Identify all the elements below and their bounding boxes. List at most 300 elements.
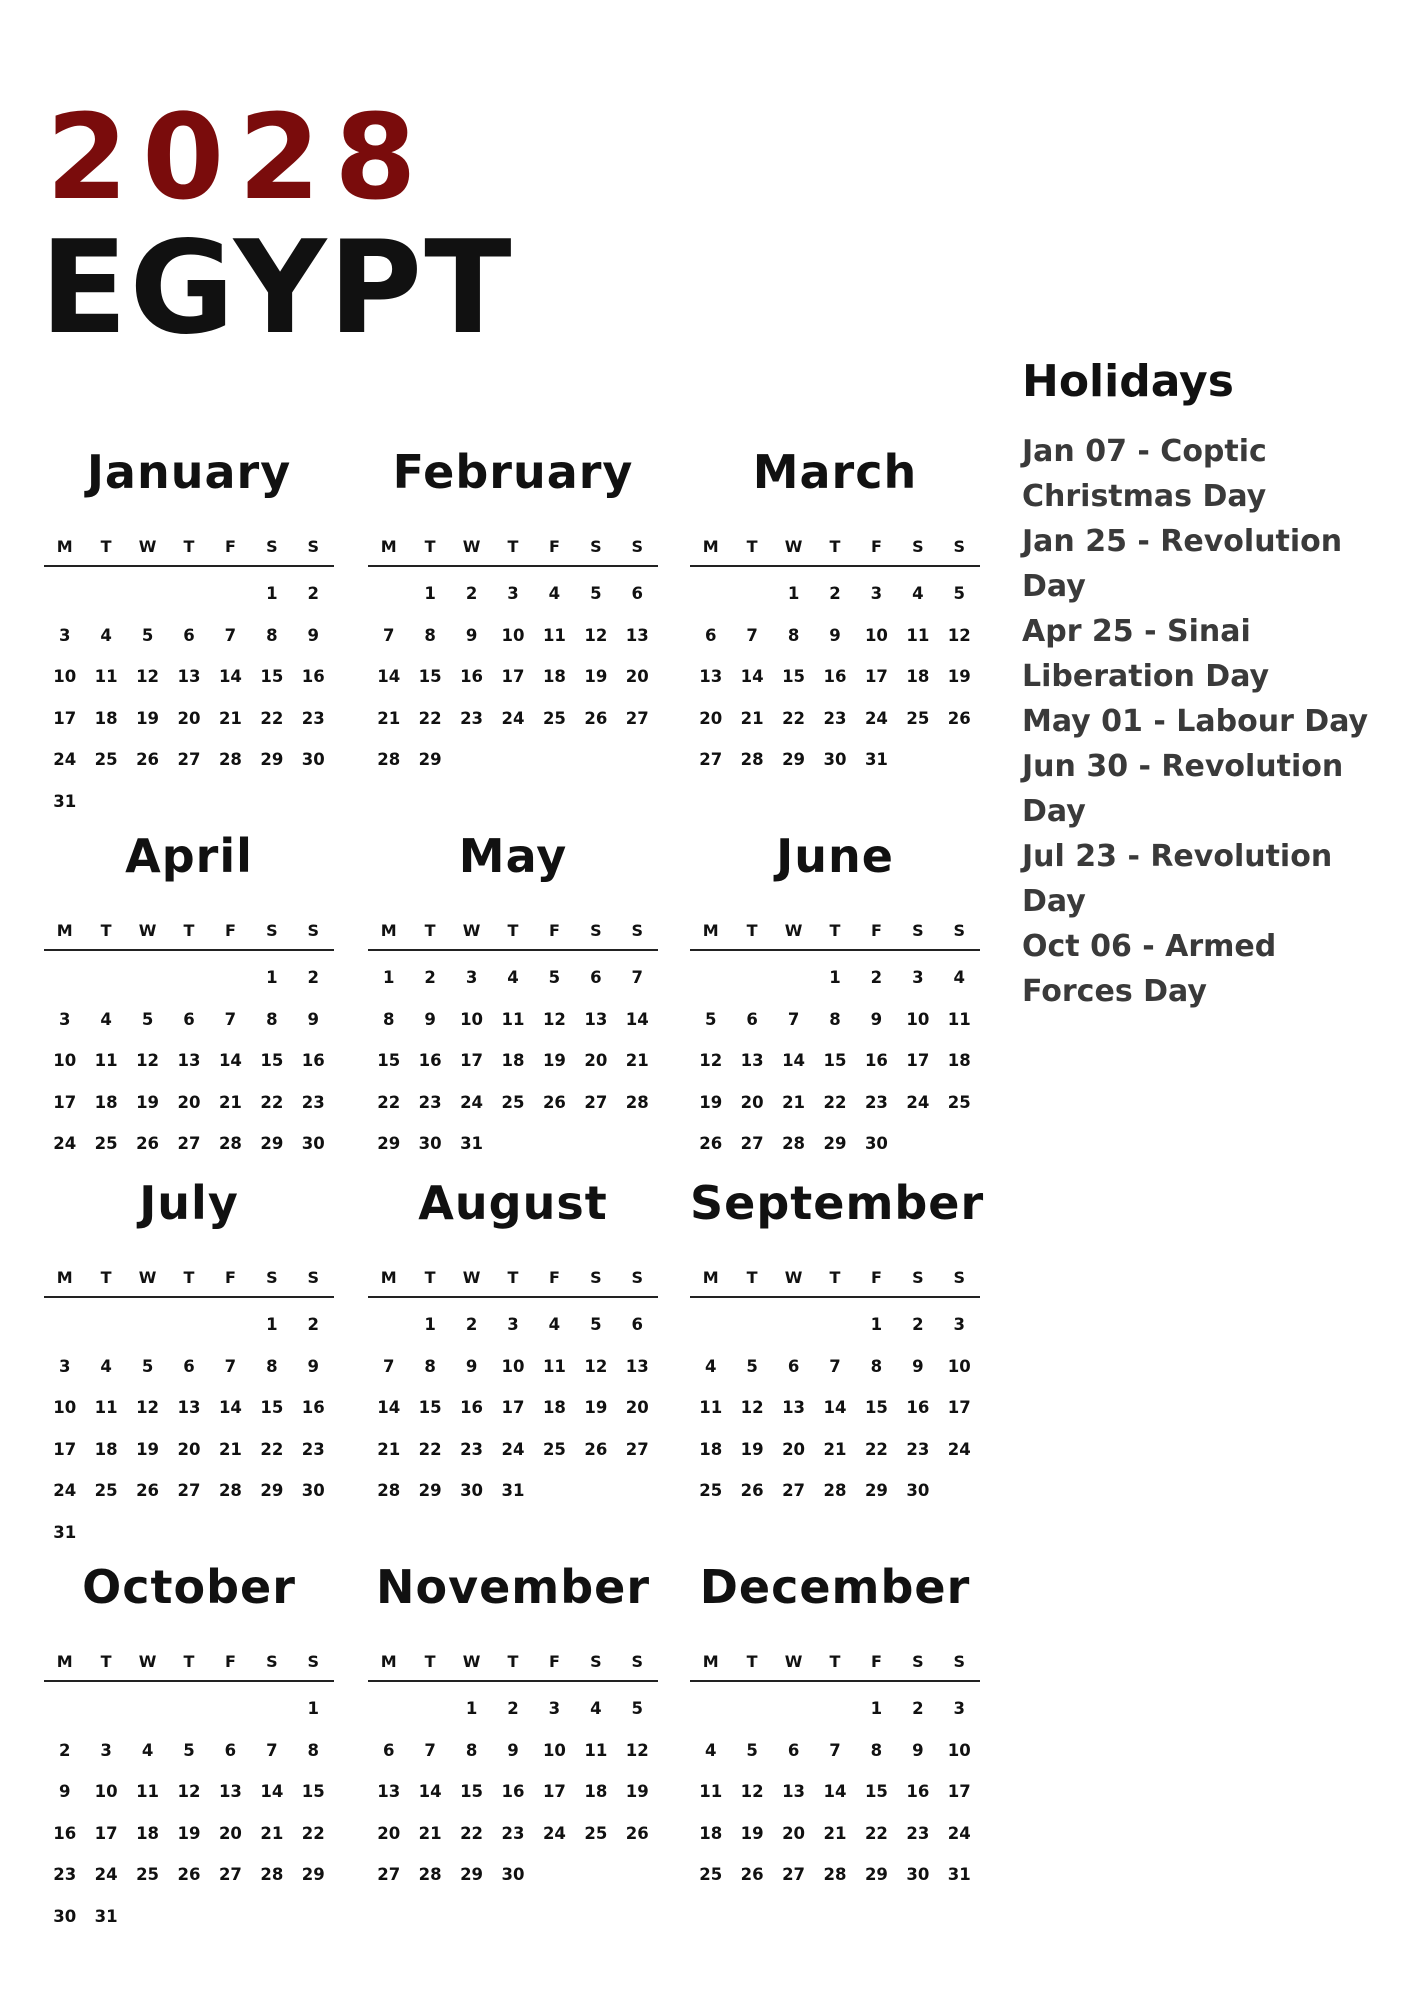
day-cell: 8 xyxy=(382,1009,395,1029)
weekday-label: W xyxy=(784,921,803,940)
day-cell: 13 xyxy=(625,625,649,645)
day-cell: 14 xyxy=(418,1782,442,1801)
weekday-label: T xyxy=(507,537,519,556)
day-cell: 14 xyxy=(823,1782,847,1801)
day-cell: 23 xyxy=(906,1823,930,1843)
day-cell: 14 xyxy=(377,667,401,686)
day-cell: 28 xyxy=(418,1865,442,1884)
day-cell: 31 xyxy=(53,1522,77,1542)
day-cell: 1 xyxy=(266,968,278,987)
day-cell: 26 xyxy=(947,708,971,728)
weekday-label: W xyxy=(784,537,803,556)
day-cell: 6 xyxy=(224,1740,237,1760)
day-cell: 21 xyxy=(218,1439,242,1459)
day-cell: 7 xyxy=(224,1009,237,1029)
day-cell: 20 xyxy=(177,1092,201,1112)
day-cell: 22 xyxy=(260,708,284,728)
empty-day-cell xyxy=(44,957,85,999)
day-cell: 18 xyxy=(542,667,566,686)
weekday-label: T xyxy=(829,1652,841,1671)
weekday-label: S xyxy=(307,1268,320,1287)
day-cell: 25 xyxy=(699,1481,723,1500)
day-cell: 11 xyxy=(906,625,930,645)
day-cell: 11 xyxy=(542,1356,566,1376)
day-cell: 2 xyxy=(829,584,841,603)
weekday-label: F xyxy=(548,1652,560,1671)
day-cell: 16 xyxy=(460,1398,484,1417)
empty-day-cell xyxy=(690,957,731,999)
day-cell: 30 xyxy=(864,1134,888,1153)
weekday-label: S xyxy=(266,537,278,556)
day-cell: 17 xyxy=(501,1398,525,1417)
day-cell: 31 xyxy=(460,1134,484,1153)
day-cell: 23 xyxy=(53,1865,77,1884)
day-cell: 15 xyxy=(418,667,442,686)
day-cell: 30 xyxy=(53,1906,77,1926)
day-cell: 3 xyxy=(58,1009,71,1029)
weekday-label: M xyxy=(702,1652,719,1671)
day-cell: 10 xyxy=(947,1356,971,1376)
day-cell: 12 xyxy=(947,625,971,645)
weekday-label: M xyxy=(56,1268,73,1287)
month-name: March xyxy=(752,445,918,499)
month-january xyxy=(44,445,334,822)
day-cell: 20 xyxy=(177,708,201,728)
month-may xyxy=(368,829,658,1165)
weekday-label: F xyxy=(870,1268,882,1287)
day-cell: 6 xyxy=(382,1740,395,1760)
empty-day-cell xyxy=(773,1688,814,1730)
day-cell: 4 xyxy=(100,625,112,645)
day-cell: 19 xyxy=(947,667,971,686)
day-cell: 6 xyxy=(631,584,644,603)
day-cell: 18 xyxy=(501,1051,525,1070)
weekday-label: M xyxy=(56,921,73,940)
day-cell: 10 xyxy=(542,1740,566,1760)
day-grid xyxy=(44,957,334,1165)
holidays-title: Holidays xyxy=(1022,356,1234,407)
weekday-label: T xyxy=(183,1268,195,1287)
day-cell: 26 xyxy=(136,1481,160,1500)
day-cell: 28 xyxy=(218,1481,242,1500)
day-grid xyxy=(368,573,658,781)
day-cell: 6 xyxy=(183,1356,195,1376)
day-cell: 6 xyxy=(183,625,195,645)
day-cell: 25 xyxy=(542,708,566,728)
day-cell: 28 xyxy=(377,750,401,769)
weekday-label: W xyxy=(784,1268,803,1287)
day-grid xyxy=(690,957,980,1165)
day-cell: 28 xyxy=(625,1092,649,1112)
day-cell: 24 xyxy=(501,708,525,728)
day-cell: 3 xyxy=(548,1699,561,1718)
day-cell: 16 xyxy=(53,1823,77,1843)
day-cell: 26 xyxy=(584,1439,608,1459)
day-cell: 10 xyxy=(53,1051,77,1070)
empty-day-cell xyxy=(168,573,209,615)
day-cell: 29 xyxy=(418,1481,442,1500)
day-cell: 7 xyxy=(787,1009,800,1029)
day-cell: 16 xyxy=(460,667,484,686)
day-cell: 25 xyxy=(501,1092,525,1112)
day-cell: 31 xyxy=(94,1906,118,1926)
day-cell: 25 xyxy=(542,1439,566,1459)
day-cell: 22 xyxy=(418,1439,442,1459)
day-cell: 29 xyxy=(782,750,806,769)
day-cell: 5 xyxy=(183,1740,195,1760)
day-cell: 2 xyxy=(307,1315,320,1334)
day-cell: 23 xyxy=(864,1092,888,1112)
month-august xyxy=(368,1176,658,1512)
day-cell: 5 xyxy=(704,1009,717,1029)
day-cell: 7 xyxy=(382,1356,395,1376)
day-cell: 12 xyxy=(136,1398,160,1417)
day-cell: 5 xyxy=(746,1740,758,1760)
empty-day-cell xyxy=(690,1688,731,1730)
day-grid xyxy=(368,957,658,1165)
day-cell: 5 xyxy=(590,584,602,603)
day-cell: 7 xyxy=(746,625,758,645)
day-cell: 3 xyxy=(912,968,924,987)
day-cell: 21 xyxy=(218,708,242,728)
weekday-header xyxy=(690,535,980,567)
day-grid xyxy=(690,1688,980,1896)
month-february xyxy=(368,445,658,781)
weekday-label: F xyxy=(224,1652,236,1671)
weekday-label: M xyxy=(702,537,719,556)
weekday-label: W xyxy=(462,1652,481,1671)
day-cell: 4 xyxy=(100,1356,112,1376)
day-grid xyxy=(368,1304,658,1512)
day-cell: 22 xyxy=(864,1439,888,1459)
day-cell: 23 xyxy=(301,1092,325,1112)
day-cell: 11 xyxy=(699,1398,723,1417)
month-name: April xyxy=(125,829,253,883)
day-cell: 23 xyxy=(823,708,847,728)
day-cell: 15 xyxy=(260,1051,284,1070)
holiday-item: May 01 - Labour Day xyxy=(1022,703,1369,739)
day-cell: 29 xyxy=(260,750,284,769)
day-cell: 3 xyxy=(58,1356,71,1376)
day-cell: 28 xyxy=(218,1134,242,1153)
day-cell: 30 xyxy=(823,750,847,769)
day-cell: 27 xyxy=(377,1865,401,1884)
day-cell: 21 xyxy=(377,708,401,728)
day-cell: 8 xyxy=(829,1009,841,1029)
day-cell: 9 xyxy=(307,625,320,645)
day-cell: 18 xyxy=(94,1439,118,1459)
day-cell: 8 xyxy=(424,1356,436,1376)
weekday-label: T xyxy=(746,921,758,940)
day-cell: 11 xyxy=(699,1782,723,1801)
day-cell: 3 xyxy=(953,1699,966,1718)
day-cell: 20 xyxy=(377,1823,401,1843)
weekday-label: W xyxy=(462,1268,481,1287)
holiday-item: Jun 30 - Revolution Day xyxy=(1022,748,1344,829)
day-cell: 28 xyxy=(218,750,242,769)
weekday-label: S xyxy=(953,537,966,556)
weekday-label: S xyxy=(266,921,278,940)
empty-day-cell xyxy=(773,957,814,999)
weekday-label: S xyxy=(631,921,644,940)
holiday-list xyxy=(1022,429,1392,1014)
day-cell: 18 xyxy=(699,1439,723,1459)
day-cell: 7 xyxy=(631,968,644,987)
day-cell: 17 xyxy=(864,667,888,686)
day-cell: 2 xyxy=(465,584,478,603)
day-cell: 1 xyxy=(787,584,800,603)
day-cell: 31 xyxy=(53,791,77,811)
day-cell: 15 xyxy=(260,1398,284,1417)
day-cell: 24 xyxy=(460,1092,484,1112)
day-cell: 24 xyxy=(94,1865,118,1884)
empty-day-cell xyxy=(368,1304,409,1346)
day-cell: 24 xyxy=(906,1092,930,1112)
day-cell: 8 xyxy=(870,1356,883,1376)
weekday-header xyxy=(368,1266,658,1298)
day-cell: 25 xyxy=(94,1134,118,1153)
weekday-label: T xyxy=(507,1652,519,1671)
day-cell: 23 xyxy=(906,1439,930,1459)
day-cell: 17 xyxy=(53,1092,77,1112)
day-cell: 6 xyxy=(631,1315,644,1334)
day-cell: 30 xyxy=(301,1134,325,1153)
empty-day-cell xyxy=(168,1688,209,1730)
weekday-label: T xyxy=(183,921,195,940)
day-cell: 16 xyxy=(418,1051,442,1070)
weekday-label: S xyxy=(953,1652,966,1671)
empty-day-cell xyxy=(690,1304,731,1346)
day-grid xyxy=(368,1688,658,1896)
day-cell: 25 xyxy=(94,750,118,769)
day-cell: 2 xyxy=(870,968,883,987)
day-cell: 1 xyxy=(424,1315,436,1334)
day-cell: 15 xyxy=(864,1398,888,1417)
day-cell: 11 xyxy=(94,1051,118,1070)
day-cell: 4 xyxy=(100,1009,112,1029)
weekday-label: S xyxy=(631,1652,644,1671)
day-cell: 27 xyxy=(177,750,201,769)
day-cell: 20 xyxy=(699,708,723,728)
day-cell: 9 xyxy=(307,1009,320,1029)
day-cell: 25 xyxy=(584,1823,608,1843)
empty-day-cell xyxy=(127,957,168,999)
day-cell: 8 xyxy=(787,625,800,645)
day-cell: 25 xyxy=(699,1865,723,1884)
day-cell: 10 xyxy=(501,625,525,645)
weekday-label: W xyxy=(138,1652,157,1671)
day-cell: 4 xyxy=(912,584,924,603)
day-cell: 16 xyxy=(301,1398,325,1417)
day-cell: 3 xyxy=(507,1315,519,1334)
day-cell: 12 xyxy=(625,1740,649,1760)
weekday-label: F xyxy=(224,537,236,556)
weekday-label: T xyxy=(829,537,841,556)
day-cell: 22 xyxy=(823,1092,847,1112)
holiday-item: Apr 25 - Sinai Liberation Day xyxy=(1022,613,1270,694)
weekday-label: S xyxy=(631,1268,644,1287)
day-cell: 21 xyxy=(823,1439,847,1459)
day-cell: 3 xyxy=(100,1740,112,1760)
day-cell: 6 xyxy=(787,1356,800,1376)
day-cell: 21 xyxy=(377,1439,401,1459)
day-cell: 18 xyxy=(699,1823,723,1843)
day-cell: 6 xyxy=(183,1009,195,1029)
day-cell: 16 xyxy=(864,1051,888,1070)
day-cell: 28 xyxy=(377,1481,401,1500)
day-cell: 30 xyxy=(418,1134,442,1153)
day-cell: 17 xyxy=(947,1782,971,1801)
empty-day-cell xyxy=(85,573,126,615)
day-cell: 5 xyxy=(141,1009,154,1029)
day-cell: 20 xyxy=(625,667,649,686)
day-cell: 26 xyxy=(625,1823,649,1843)
day-cell: 5 xyxy=(746,1356,758,1376)
day-cell: 24 xyxy=(53,1134,77,1153)
weekday-label: S xyxy=(307,537,320,556)
weekday-label: S xyxy=(590,1652,602,1671)
day-cell: 1 xyxy=(424,584,436,603)
weekday-header xyxy=(368,535,658,567)
weekday-label: T xyxy=(829,1268,841,1287)
day-cell: 3 xyxy=(870,584,883,603)
day-cell: 11 xyxy=(94,1398,118,1417)
day-cell: 25 xyxy=(136,1865,160,1884)
day-cell: 18 xyxy=(584,1782,608,1801)
day-cell: 28 xyxy=(260,1865,284,1884)
holidays-panel xyxy=(1022,356,1392,1014)
day-cell: 10 xyxy=(501,1356,525,1376)
weekday-label: T xyxy=(507,1268,519,1287)
day-cell: 28 xyxy=(782,1134,806,1153)
day-cell: 25 xyxy=(906,708,930,728)
day-cell: 26 xyxy=(136,750,160,769)
day-cell: 27 xyxy=(584,1092,608,1112)
day-cell: 12 xyxy=(542,1009,566,1029)
day-cell: 28 xyxy=(823,1865,847,1884)
weekday-label: F xyxy=(548,1268,560,1287)
day-cell: 23 xyxy=(460,1439,484,1459)
month-name: January xyxy=(86,445,292,499)
day-cell: 17 xyxy=(542,1782,566,1801)
day-cell: 14 xyxy=(740,667,764,686)
weekday-label: S xyxy=(307,921,320,940)
day-cell: 2 xyxy=(465,1315,478,1334)
day-cell: 17 xyxy=(460,1051,484,1070)
day-cell: 17 xyxy=(906,1051,930,1070)
weekday-label: T xyxy=(183,537,195,556)
day-cell: 7 xyxy=(424,1740,436,1760)
day-cell: 21 xyxy=(418,1823,442,1843)
day-cell: 19 xyxy=(136,1092,160,1112)
weekday-label: M xyxy=(56,537,73,556)
day-cell: 27 xyxy=(177,1134,201,1153)
day-cell: 30 xyxy=(301,750,325,769)
month-april xyxy=(44,829,334,1165)
day-cell: 4 xyxy=(704,1356,717,1376)
weekday-label: S xyxy=(912,921,924,940)
day-cell: 2 xyxy=(58,1740,71,1760)
day-cell: 22 xyxy=(460,1823,484,1843)
weekday-label: T xyxy=(746,537,758,556)
day-cell: 9 xyxy=(465,1356,478,1376)
day-cell: 4 xyxy=(141,1740,154,1760)
day-cell: 16 xyxy=(301,667,325,686)
weekday-label: S xyxy=(266,1268,278,1287)
day-cell: 1 xyxy=(382,968,395,987)
day-cell: 17 xyxy=(947,1398,971,1417)
day-cell: 15 xyxy=(418,1398,442,1417)
weekday-label: T xyxy=(100,537,112,556)
weekday-label: M xyxy=(702,1268,719,1287)
day-cell: 8 xyxy=(266,1009,278,1029)
day-cell: 12 xyxy=(740,1782,764,1801)
day-cell: 1 xyxy=(870,1315,883,1334)
day-cell: 15 xyxy=(460,1782,484,1801)
day-cell: 23 xyxy=(460,708,484,728)
weekday-label: F xyxy=(870,537,882,556)
day-cell: 27 xyxy=(699,750,723,769)
day-cell: 14 xyxy=(377,1398,401,1417)
day-cell: 9 xyxy=(912,1740,924,1760)
day-cell: 22 xyxy=(782,708,806,728)
day-cell: 1 xyxy=(465,1699,478,1718)
day-cell: 23 xyxy=(418,1092,442,1112)
month-july xyxy=(44,1176,334,1553)
day-cell: 5 xyxy=(590,1315,602,1334)
day-cell: 19 xyxy=(625,1782,649,1801)
day-cell: 21 xyxy=(823,1823,847,1843)
day-cell: 7 xyxy=(224,1356,237,1376)
day-cell: 13 xyxy=(740,1051,764,1070)
day-cell: 19 xyxy=(584,667,608,686)
day-cell: 5 xyxy=(548,968,561,987)
day-grid xyxy=(44,1304,334,1553)
day-cell: 29 xyxy=(260,1481,284,1500)
weekday-label: M xyxy=(380,1268,397,1287)
day-cell: 26 xyxy=(584,708,608,728)
day-cell: 18 xyxy=(947,1051,971,1070)
weekday-label: T xyxy=(424,1268,436,1287)
day-cell: 15 xyxy=(864,1782,888,1801)
weekday-header xyxy=(44,919,334,951)
weekday-label: W xyxy=(138,537,157,556)
weekday-label: W xyxy=(462,537,481,556)
empty-day-cell xyxy=(409,1688,450,1730)
month-october xyxy=(44,1560,334,1937)
day-cell: 8 xyxy=(465,1740,478,1760)
weekday-label: W xyxy=(138,1268,157,1287)
day-cell: 8 xyxy=(870,1740,883,1760)
day-cell: 6 xyxy=(746,1009,758,1029)
day-cell: 17 xyxy=(94,1823,118,1843)
weekday-header xyxy=(690,1266,980,1298)
empty-day-cell xyxy=(127,1304,168,1346)
day-cell: 3 xyxy=(953,1315,966,1334)
weekday-label: S xyxy=(590,1268,602,1287)
empty-day-cell xyxy=(814,1304,855,1346)
month-name: February xyxy=(392,445,634,499)
day-cell: 2 xyxy=(912,1315,924,1334)
day-cell: 4 xyxy=(548,1315,561,1334)
empty-day-cell xyxy=(210,1304,251,1346)
day-cell: 9 xyxy=(58,1782,71,1801)
empty-day-cell xyxy=(127,1688,168,1730)
day-cell: 14 xyxy=(218,667,242,686)
weekday-label: T xyxy=(100,921,112,940)
day-cell: 22 xyxy=(260,1092,284,1112)
day-cell: 15 xyxy=(260,667,284,686)
